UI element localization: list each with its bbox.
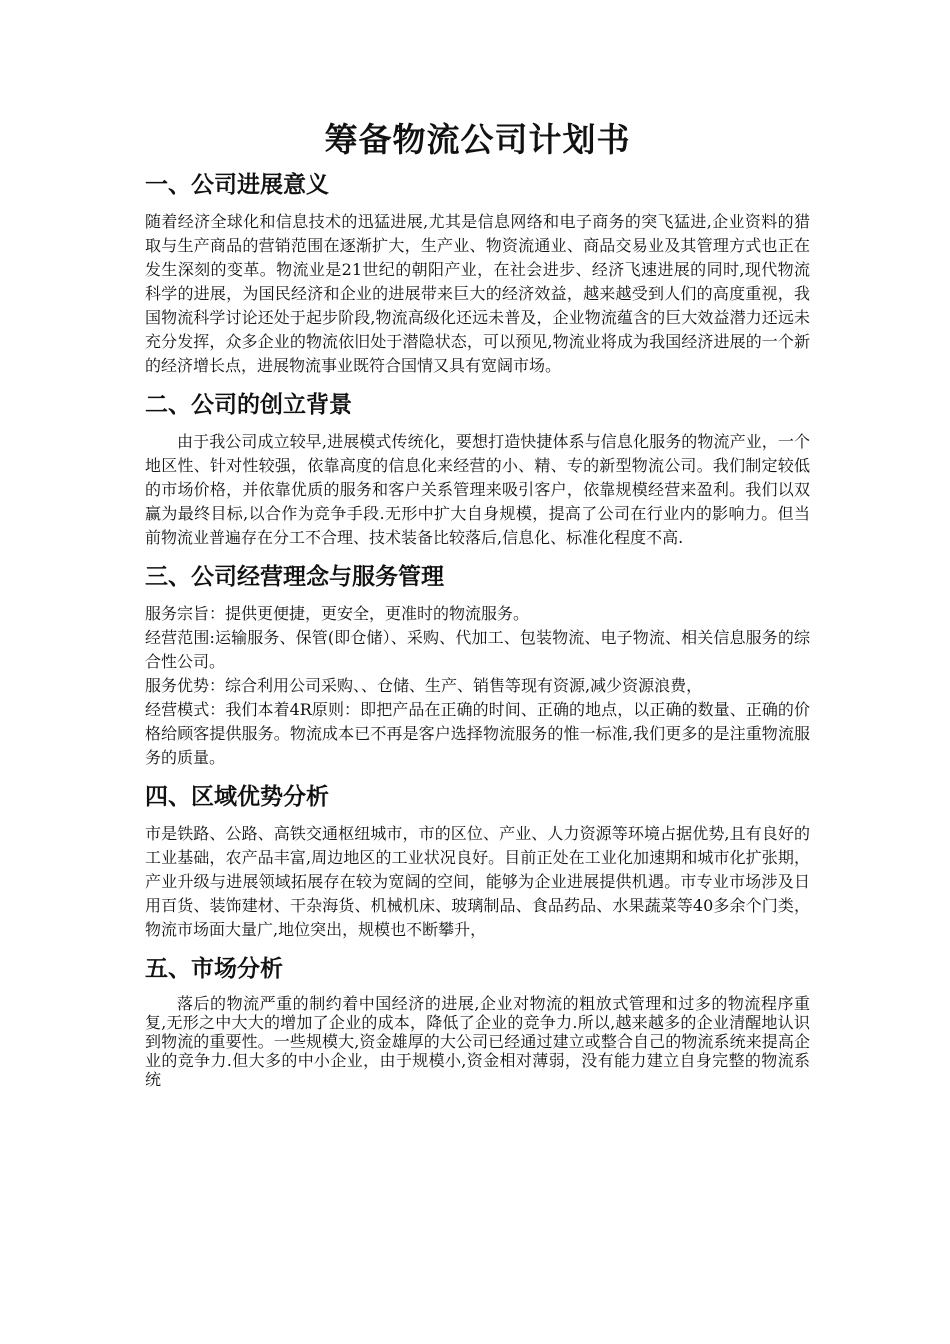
section-4	[145, 780, 810, 942]
business-scope: 经营范围:运输服务、保管(即仓储）、采购、代加工、包装物流、电子物流、相关信息服务的综合性公司。	[145, 628, 810, 671]
document-title: 筹备物流公司计划书	[324, 120, 631, 159]
section-2	[145, 388, 810, 550]
section-paragraph: 落后的物流严重的制约着中国经济的进展,企业对物流的粗放式管理和过多的物流程序重复,无形之中大大的增加了企业的成本，降低了企业的竞争力.所以,越来越多的企业清醒地认识到物流的重要性。一些规模大,资金雄厚的大公司已经通过建立或整合自己的物流系统来提高企业的竞争力.但大多的中小企业，由于规模小,资金相对薄弱，没有能力建立自身完整的物流系统	[145, 994, 810, 1089]
document-page	[145, 118, 810, 1099]
section-3	[145, 560, 810, 770]
section-5	[145, 952, 810, 1089]
section-heading: 三、公司经营理念与服务管理	[145, 564, 444, 590]
section-paragraph: 由于我公司成立较早,进展模式传统化，要想打造快捷体系与信息化服务的物流产业，一个地区性、针对性较强，依靠高度的信息化来经营的小、精、专的新型物流公司。我们制定较低的市场价格，并依靠优质的服务和客户关系管理来吸引客户，依靠规模经营来盈利。我们以双赢为最终目标,以合作为竞争手段.无形中扩大自身规模，提高了公司在行业内的影响力。但当前物流业普遍存在分工不合理、技术装备比较落后,信息化、标准化程度不高.	[145, 432, 810, 547]
service-advantage: 服务优势：综合利用公司采购、、仓储、生产、销售等现有资源,减少资源浪费，	[145, 676, 703, 695]
section-paragraph: 市是铁路、公路、高铁交通枢纽城市，市的区位、产业、人力资源等环境占据优势,且有良好的工业基础，农产品丰富,周边地区的工业状况良好。目前正处在工业化加速期和城市化扩张期，产业升级与进展领域拓展存在较为宽阔的空间，能够为企业进展提供机遇。市专业市场涉及日用百货、装饰建材、干杂海货、机械机床、玻璃制品、食品药品、水果蔬菜等40多余个门类，物流市场面大量广,地位突出，规模也不断攀升，	[145, 824, 810, 939]
section-heading: 五、市场分析	[145, 956, 283, 982]
section-paragraph: 随着经济全球化和信息技术的迅猛进展,尤其是信息网络和电子商务的突飞猛进,企业资料的猎取与生产商品的营销范围在逐渐扩大，生产业、物资流通业、商品交易业及其管理方式也正在发生深刻的变革。物流业是21世纪的朝阳产业，在社会进步、经济飞速进展的同时,现代物流科学的进展，为国民经济和企业的进展带来巨大的经济效益，越来越受到人们的高度重视，我国物流科学讨论还处于起步阶段,物流高级化还远未普及，企业物流蕴含的巨大效益潜力还远未充分发挥，众多企业的物流依旧处于潜隐状态，可以预见,物流业将成为我国经济进展的一个新的经济增长点，进展物流事业既符合国情又具有宽阔市场。	[145, 212, 810, 375]
section-1	[145, 168, 810, 378]
section-heading: 四、区域优势分析	[145, 784, 329, 810]
business-model: 经营模式：我们本着4R原则：即把产品在正确的时间、正确的地点，以正确的数量、正确的价格给顾客提供服务。物流成本已不再是客户选择物流服务的惟一标准,我们更多的是注重物流服务的质量。	[145, 700, 810, 767]
service-purpose: 服务宗旨：提供更便捷，更安全，更准时的物流服务。	[145, 604, 530, 623]
section-heading: 二、公司的创立背景	[145, 392, 352, 418]
section-heading: 一、公司进展意义	[145, 172, 329, 198]
